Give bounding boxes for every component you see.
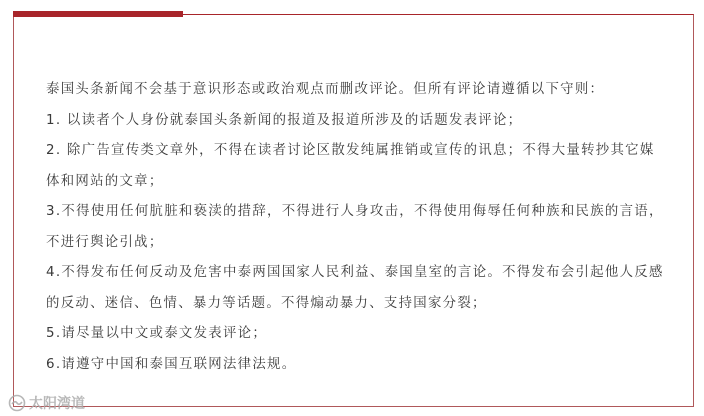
watermark bbox=[8, 393, 85, 413]
accent-bar bbox=[13, 11, 183, 17]
rule-2: 2. 除广告宣传类文章外，不得在读者讨论区散发纯属推销或宣传的讯息；不得大量转抄其它媒体和网站的文章； bbox=[46, 143, 655, 189]
rules-intro: 泰国头条新闻不会基于意识形态或政治观点而删改评论。但所有评论请遵循以下守则： bbox=[46, 82, 605, 97]
rule-1: 1. 以读者个人身份就泰国头条新闻的报道及报道所涉及的话题发表评论； bbox=[46, 112, 523, 128]
rule-5: 5.请尽量以中文或泰文发表评论； bbox=[46, 326, 268, 341]
rule-6: 6.请遵守中国和泰国互联网法律法规。 bbox=[46, 356, 297, 372]
rule-3: 3.不得使用任何肮脏和亵渎的措辞，不得进行人身攻击，不得使用侮辱任何种族和民族的言语，不进行舆论引战； bbox=[46, 204, 664, 250]
rule-4: 4.不得发布任何反动及危害中泰两国国家人民利益、泰国皇室的言论。不得发布会引起他人反感的反动、迷信、色情、暴力等话题。不得煽动暴力、支持国家分裂； bbox=[46, 265, 664, 311]
wave-logo-icon bbox=[8, 394, 26, 412]
rules-text bbox=[46, 75, 668, 380]
watermark-text: 太阳湾道 bbox=[29, 396, 85, 412]
